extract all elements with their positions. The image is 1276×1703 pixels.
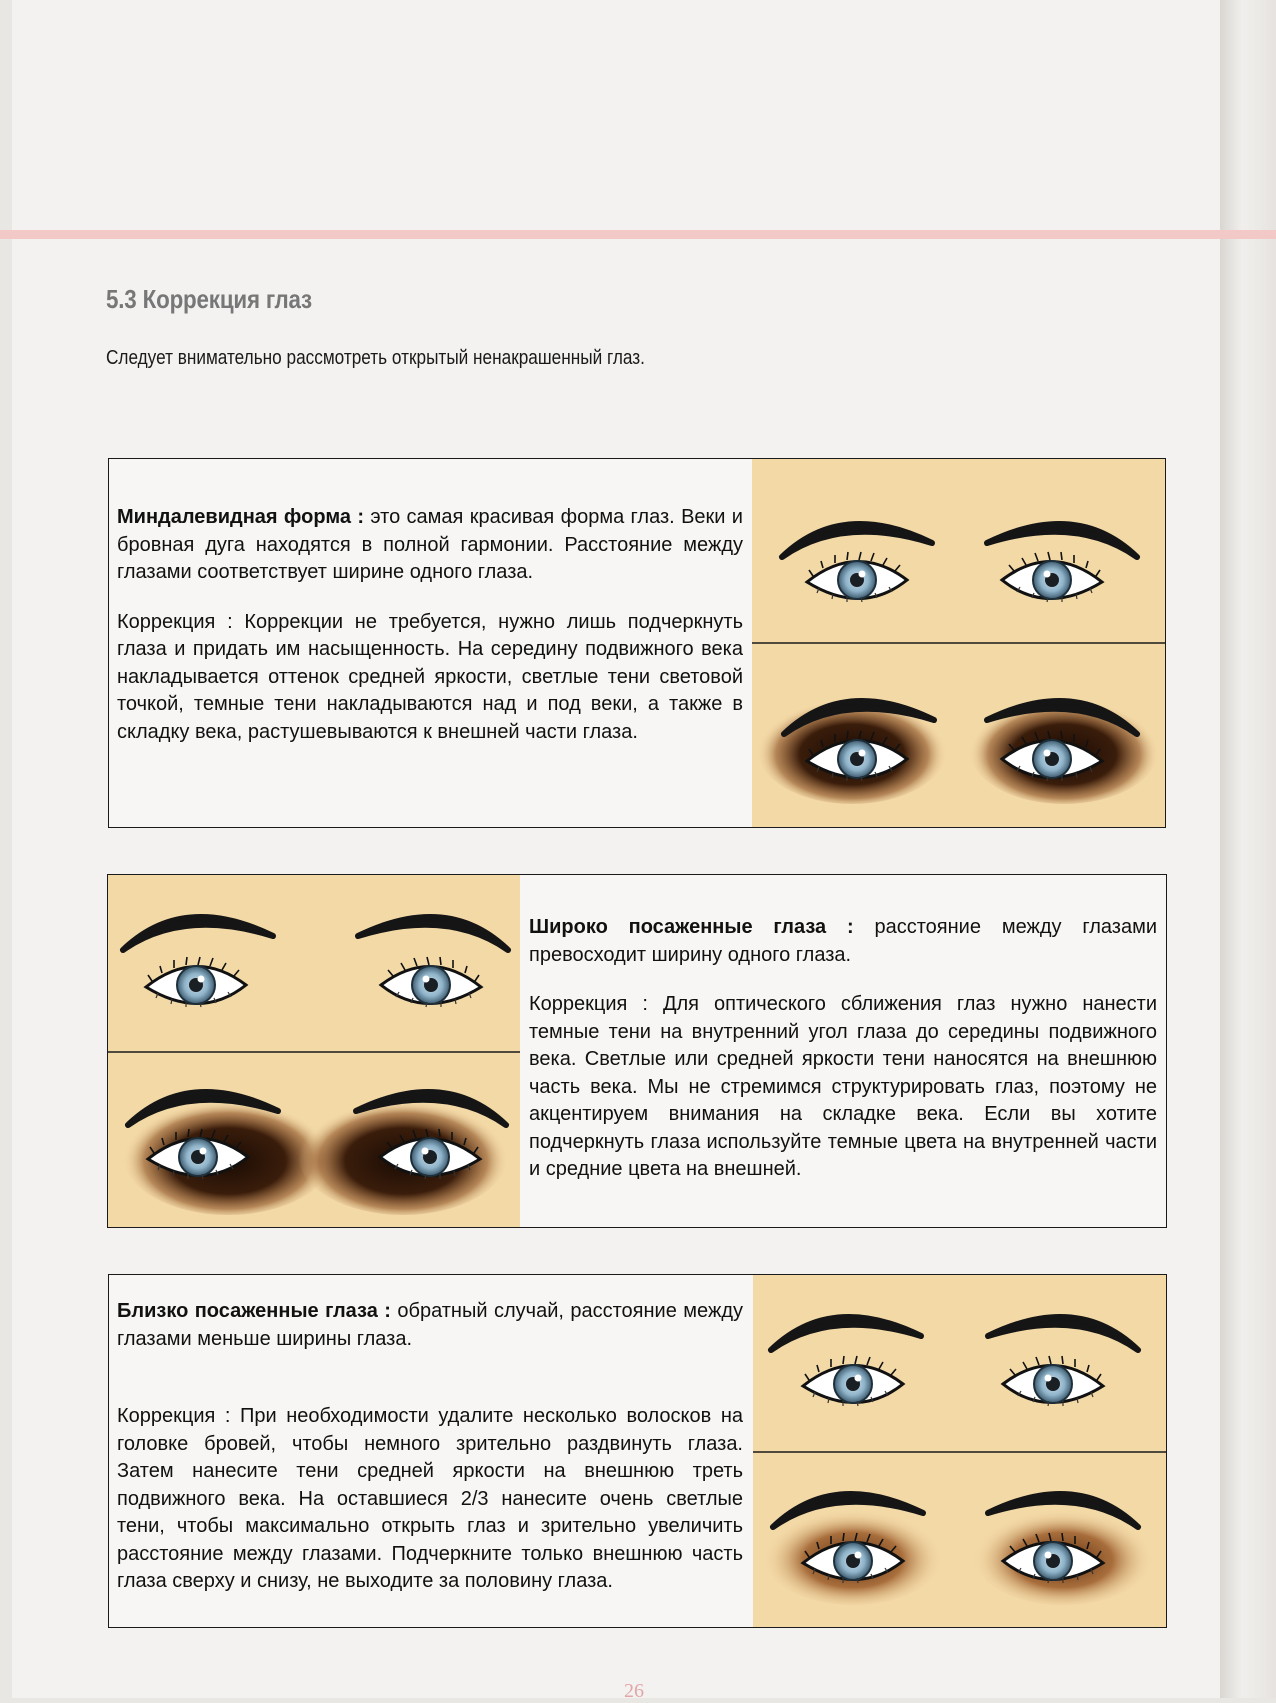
close-set-description: обратный случай, расстояние между глазами меньше ширины глаза. [117, 1300, 743, 1350]
close-set-illustration [753, 1275, 1166, 1627]
close-set-correction: Коррекция : При необходимости удалите несколько волосков на головке бровей, чтобы немного зрительно раздвинуть глаза. Затем нанесите тени средней яркости на внешнюю треть подвижного века. На оставшиеся 2/3 нанесите очень светлые тени, чтобы максимально открыть глаз и зрительно увеличить расстояние между глазами. Подчеркните только внешнюю часть глаза сверху и снизу, не выходите за половину глаза. [117, 1405, 743, 1592]
wide-set-definition [529, 914, 1157, 969]
section-intro: Следует внимательно рассмотреть открытый ненакрашенный глаз. [106, 347, 645, 369]
almond-shape-correction: Коррекция : Коррекции не требуется, нужно лишь подчеркнуть глаза и придать им насыщенность. На середину подвижного века накладывается оттенок средней яркости, светлые тени световой точкой, темные тени накладываются над и под веки, а также в складку века, растушевываются к внешней части глаза. [117, 610, 743, 743]
wide-set-text [529, 914, 1157, 1206]
almond-shape-term: Миндалевидная форма : [117, 506, 365, 528]
wide-set-description: расстояние между глазами превосходит ширину одного глаза. [529, 916, 1158, 966]
page-edge [1220, 0, 1276, 1698]
close-set-text [117, 1298, 743, 1618]
section-title: 5.3 Коррекция глаз [106, 284, 312, 314]
wide-set-illustration [108, 875, 520, 1227]
close-set-definition [117, 1298, 743, 1353]
close-set-term: Близко посаженные глаза : [117, 1300, 391, 1322]
almond-shape-definition [117, 504, 743, 587]
almond-shape-text [117, 504, 743, 768]
wide-set-term: Широко посаженные глаза : [529, 916, 854, 938]
header-rule [0, 230, 1276, 239]
almond-shape-description: это самая красивая форма глаз. Веки и бровная дуга находятся в полной гармонии. Расстояние между глазами соответствует ширине одного глаза. [117, 506, 743, 583]
page-number: 26 [624, 1680, 644, 1702]
wide-set-correction: Коррекция : Для оптического сближения глаз нужно нанести темные тени на внутренний угол глаза до середины подвижного века. Светлые или средней яркости тени наносятся на внешнюю часть века. Мы не стремимся структурировать глаз, поэтому не акцентируем внимания на складке века. Если вы хотите подчеркнуть глаза используйте темные цвета на внутренней части и средние цвета на внешней. [529, 993, 1157, 1180]
almond-shape-illustration [752, 459, 1165, 827]
